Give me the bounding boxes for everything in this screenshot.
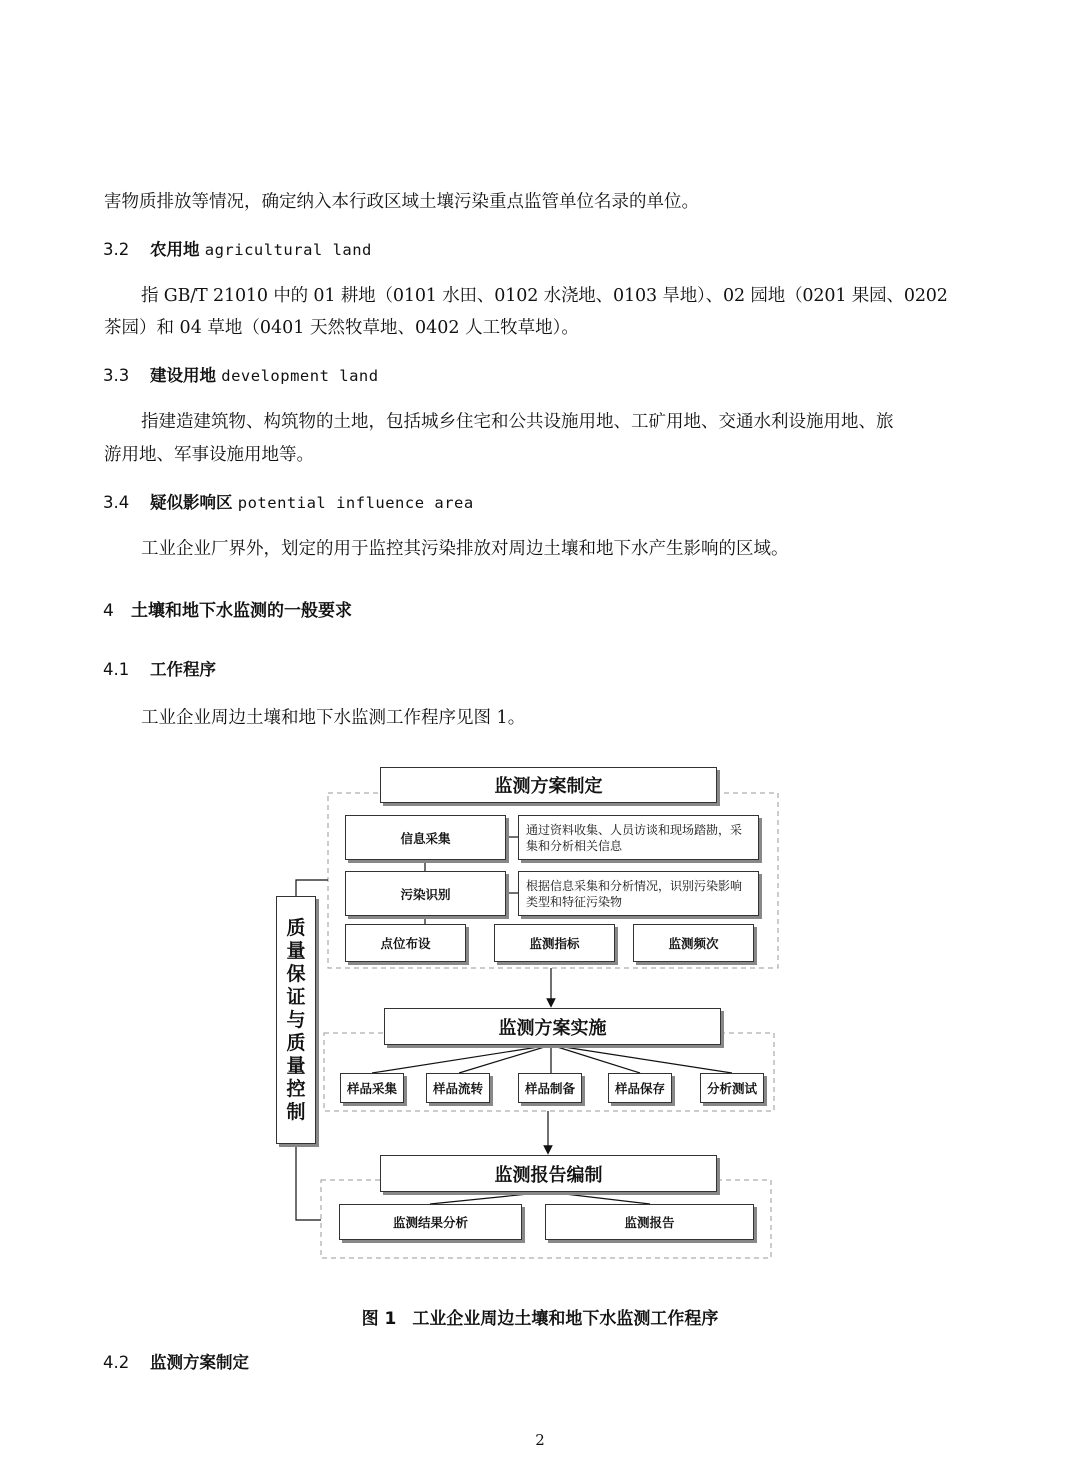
fan-line-7 [548,1192,650,1204]
paragraph-potential-influence: 工业企业厂界外，划定的用于监控其污染排放对周边土壤和地下水产生影响的区域。 [141,539,789,559]
qa-char: 量 [286,1054,306,1077]
step-info-collection: 信息采集 [345,815,506,860]
section-heading-4-1 [103,656,216,680]
section-heading-4 [103,596,352,621]
paragraph-workflow-intro: 工业企业周边土壤和地下水监测工作程序见图 1。 [141,708,526,728]
item-sample-collection: 样品采集 [340,1073,404,1103]
heading-zh: 建设用地 [150,366,216,385]
heading-zh: 农用地 [150,240,200,259]
fan-line-2 [459,1045,551,1073]
qa-char: 质 [286,916,306,939]
quality-assurance-box [276,896,316,1144]
qa-bracket-top [296,880,328,896]
fan-line-1 [372,1045,551,1073]
heading-en: potential influence area [237,494,474,512]
figure-title: 工业企业周边土壤和地下水监测工作程序 [412,1309,719,1329]
item-analysis-testing: 分析测试 [700,1073,764,1103]
note-pollution-identification: 根据信息采集和分析情况，识别污染影响类型和特征污染物 [518,871,759,916]
qa-char: 量 [286,939,306,962]
heading-en: development land [221,367,379,385]
page-number: 2 [535,1431,545,1449]
figure-caption [0,1304,1080,1329]
section-heading-3-4 [103,489,474,513]
paragraph-agricultural-land-1: 指 GB/T 21010 中的 01 耕地（0101 水田、0102 水浇地、0103 旱地）、02 园地（0201 果园、0202 [141,286,948,306]
section-number: 3.3 [103,366,130,385]
section-heading-3-2 [103,236,372,260]
section-heading-3-3 [103,362,379,386]
item-monitoring-indicators: 监测指标 [494,924,615,962]
stage1-title-box: 监测方案制定 [380,767,717,803]
heading-zh: 疑似影响区 [150,493,233,512]
qa-char: 控 [286,1077,306,1100]
section-number: 4 [103,601,114,621]
figure-number: 图 1 [361,1309,397,1329]
paragraph-continuation: 害物质排放等情况，确定纳入本行政区域土壤污染重点监管单位名录的单位。 [104,192,699,212]
section-number: 3.2 [103,240,130,259]
heading-en: agricultural land [204,241,372,259]
fan-line-4 [551,1045,640,1073]
heading-zh: 土壤和地下水监测的一般要求 [131,601,352,621]
paragraph-agricultural-land-2: 茶园）和 04 草地（0401 天然牧草地、0402 人工牧草地）。 [104,318,579,338]
qa-char: 质 [286,1031,306,1054]
item-sample-preparation: 样品制备 [518,1073,582,1103]
qa-char: 证 [286,985,306,1008]
item-monitoring-frequency: 监测频次 [633,924,754,962]
stage3-title-box: 监测报告编制 [380,1155,717,1192]
qa-bracket-bottom [296,1144,321,1220]
heading-zh: 工作程序 [150,660,216,679]
item-monitoring-report: 监测报告 [545,1204,754,1240]
paragraph-development-land-1: 指建造建筑物、构筑物的土地，包括城乡住宅和公共设施用地、工矿用地、交通水利设施用地、旅 [141,412,894,432]
stage2-title-box: 监测方案实施 [384,1008,721,1045]
qa-char: 制 [286,1100,306,1123]
qa-char: 与 [286,1008,306,1031]
fan-line-5 [551,1045,732,1073]
section-heading-4-2 [103,1349,249,1373]
step-pollution-identification: 污染识别 [345,871,506,916]
item-point-layout: 点位布设 [345,924,466,962]
heading-zh: 监测方案制定 [150,1353,249,1372]
item-sample-storage: 样品保存 [608,1073,672,1103]
item-result-analysis: 监测结果分析 [339,1204,522,1240]
section-number: 4.2 [103,1353,130,1372]
section-number: 3.4 [103,493,130,512]
paragraph-development-land-2: 游用地、军事设施用地等。 [104,445,314,465]
note-info-collection: 通过资料收集、人员访谈和现场踏勘，采集和分析相关信息 [518,815,759,860]
section-number: 4.1 [103,660,130,679]
fan-line-6 [430,1192,548,1204]
item-sample-transfer: 样品流转 [426,1073,490,1103]
qa-char: 保 [286,962,306,985]
